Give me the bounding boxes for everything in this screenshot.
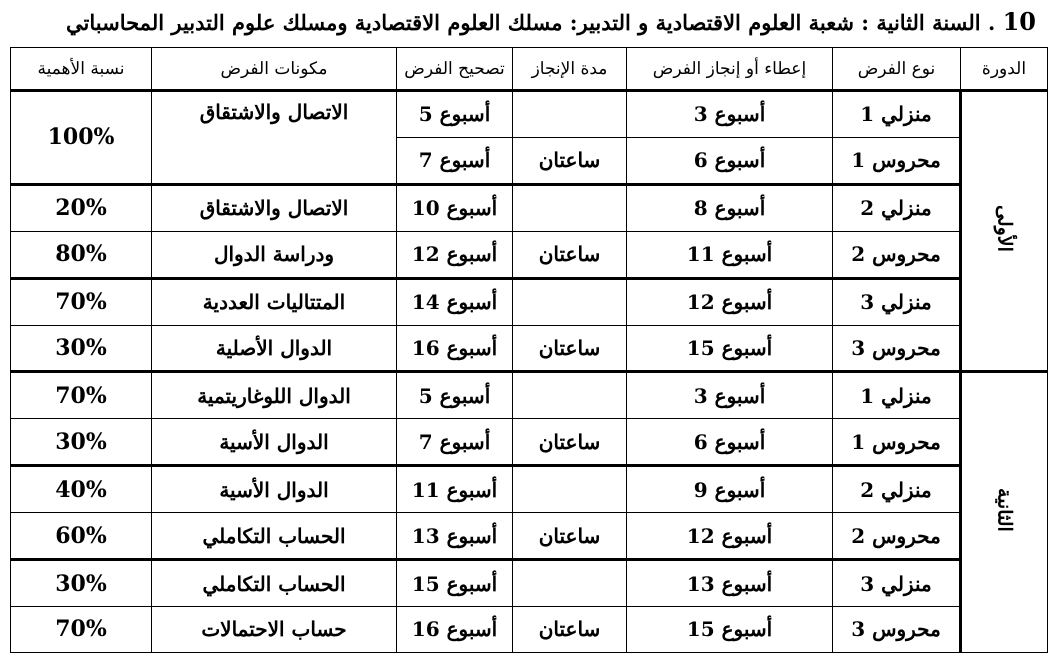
components-cell: الحساب التكاملي: [152, 513, 397, 560]
duration-cell: [513, 560, 627, 607]
components-cell: الاتصال والاشتقاق: [152, 184, 397, 231]
type-cell: محروس 1: [833, 137, 961, 184]
given-cell: أسبوع 13: [627, 560, 833, 607]
correction-cell: أسبوع 16: [397, 325, 513, 372]
weight-cell: 100%: [11, 91, 152, 185]
components-cell: الاتصال والاشتقاق: [152, 91, 397, 185]
weight-cell: 70%: [11, 606, 152, 652]
correction-cell: أسبوع 7: [397, 419, 513, 466]
header-semester: الدورة: [961, 48, 1048, 91]
weight-cell: 60%: [11, 513, 152, 560]
given-cell: أسبوع 6: [627, 419, 833, 466]
duration-cell: ساعتان: [513, 231, 627, 278]
correction-cell: أسبوع 14: [397, 278, 513, 325]
correction-cell: أسبوع 12: [397, 231, 513, 278]
semester-label: الثانية: [993, 488, 1016, 533]
header-given: إعطاء أو إنجاز الفرض: [627, 48, 833, 91]
table-row: [11, 231, 1048, 278]
components-cell: المتتاليات العددية: [152, 278, 397, 325]
semester-cell: [961, 372, 1048, 653]
header-type: نوع الفرض: [833, 48, 961, 91]
correction-cell: أسبوع 11: [397, 466, 513, 513]
weight-cell: 30%: [11, 419, 152, 466]
table-row: [11, 278, 1048, 325]
duration-cell: [513, 184, 627, 231]
header-components: مكونات الفرض: [152, 48, 397, 91]
title-text: . السنة الثانية : شعبة العلوم الاقتصادية و التدبير: مسلك العلوم الاقتصادية ومسلك علوم التدبير المحاسباتي: [66, 10, 996, 35]
header-duration: مدة الإنجاز: [513, 48, 627, 91]
type-cell: محروس 1: [833, 419, 961, 466]
components-cell: الدوال الأسية: [152, 466, 397, 513]
components-cell: الدوال الأصلية: [152, 325, 397, 372]
correction-cell: أسبوع 10: [397, 184, 513, 231]
duration-cell: ساعتان: [513, 419, 627, 466]
given-cell: أسبوع 8: [627, 184, 833, 231]
table-row: [11, 513, 1048, 560]
correction-cell: أسبوع 5: [397, 91, 513, 138]
components-cell: حساب الاحتمالات: [152, 606, 397, 652]
type-cell: منزلي 1: [833, 372, 961, 419]
given-cell: أسبوع 12: [627, 278, 833, 325]
header-row: [11, 48, 1048, 91]
table-row: [11, 184, 1048, 231]
given-cell: أسبوع 15: [627, 606, 833, 652]
type-cell: منزلي 3: [833, 278, 961, 325]
given-cell: أسبوع 12: [627, 513, 833, 560]
duration-cell: [513, 466, 627, 513]
duration-cell: ساعتان: [513, 137, 627, 184]
correction-cell: أسبوع 13: [397, 513, 513, 560]
weight-cell: 30%: [11, 325, 152, 372]
correction-cell: أسبوع 5: [397, 372, 513, 419]
assessment-table: [10, 47, 1048, 653]
type-cell: منزلي 2: [833, 466, 961, 513]
duration-cell: ساعتان: [513, 325, 627, 372]
type-cell: محروس 3: [833, 325, 961, 372]
duration-cell: [513, 91, 627, 138]
weight-cell: 80%: [11, 231, 152, 278]
given-cell: أسبوع 15: [627, 325, 833, 372]
duration-cell: ساعتان: [513, 606, 627, 652]
table-row: [11, 325, 1048, 372]
type-cell: محروس 3: [833, 606, 961, 652]
correction-cell: أسبوع 15: [397, 560, 513, 607]
semester-label: الأولى: [993, 205, 1016, 253]
table-row: [11, 466, 1048, 513]
given-cell: أسبوع 9: [627, 466, 833, 513]
table-row: [11, 560, 1048, 607]
weight-cell: 40%: [11, 466, 152, 513]
type-cell: منزلي 2: [833, 184, 961, 231]
given-cell: أسبوع 6: [627, 137, 833, 184]
table-row: [11, 372, 1048, 419]
components-cell: الدوال الأسية: [152, 419, 397, 466]
type-cell: محروس 2: [833, 513, 961, 560]
table-row: [11, 606, 1048, 652]
weight-cell: 70%: [11, 372, 152, 419]
document-title: [66, 6, 1036, 38]
duration-cell: [513, 372, 627, 419]
weight-cell: 70%: [11, 278, 152, 325]
duration-cell: [513, 278, 627, 325]
correction-cell: أسبوع 16: [397, 606, 513, 652]
type-cell: محروس 2: [833, 231, 961, 278]
table-row: [11, 91, 1048, 138]
header-correction: تصحيح الفرض: [397, 48, 513, 91]
given-cell: أسبوع 3: [627, 91, 833, 138]
duration-cell: ساعتان: [513, 513, 627, 560]
title-number: 10: [1002, 7, 1036, 36]
header-weight: نسبة الأهمية: [11, 48, 152, 91]
semester-cell: [961, 91, 1048, 372]
given-cell: أسبوع 3: [627, 372, 833, 419]
weight-cell: 20%: [11, 184, 152, 231]
correction-cell: أسبوع 7: [397, 137, 513, 184]
type-cell: منزلي 1: [833, 91, 961, 138]
weight-cell: 30%: [11, 560, 152, 607]
given-cell: أسبوع 11: [627, 231, 833, 278]
table-row: [11, 419, 1048, 466]
type-cell: منزلي 3: [833, 560, 961, 607]
components-cell: الدوال اللوغاريتمية: [152, 372, 397, 419]
components-cell: ودراسة الدوال: [152, 231, 397, 278]
components-cell: الحساب التكاملي: [152, 560, 397, 607]
